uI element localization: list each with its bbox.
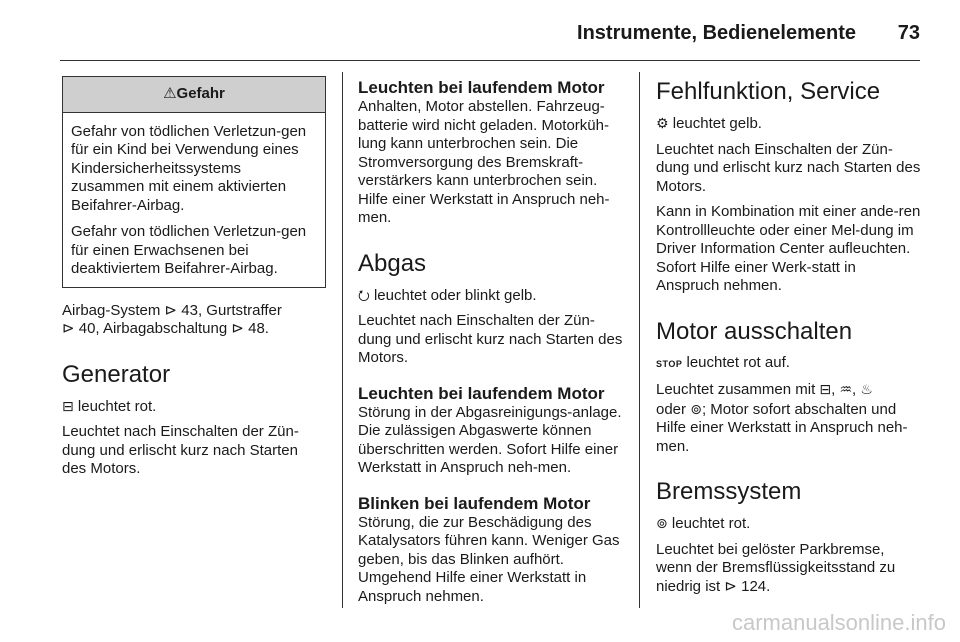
indicator-text: leuchtet oder blinkt gelb. <box>369 286 537 304</box>
warning-box <box>62 76 326 288</box>
heading-leuchten-2: Leuchten bei laufendem Motor <box>358 383 605 403</box>
warning-body <box>63 113 325 287</box>
motor-indicator <box>656 354 922 374</box>
page-header <box>60 18 920 58</box>
leuchten-1-body: Anhalten, Motor abstellen. Fahrzeug-batterie wird nicht geladen. Motorküh-lung kann unterbrochen sein. Die Stromversorgung des Bremskraft-verstärkers kann unterbrochen sein. Hilfe einer Werkstatt in Anspruch neh-men. <box>358 98 610 226</box>
column-divider-2 <box>639 72 640 608</box>
brems-body <box>656 541 922 597</box>
cross-references <box>62 302 326 339</box>
coolant-temperature-icon: ♨ <box>860 381 873 397</box>
column-2 <box>358 78 626 613</box>
fehlfunktion-indicator <box>656 114 922 134</box>
page-title: Instrumente, Bedienelemente <box>577 22 856 44</box>
heading-bremssystem: Bremssystem <box>656 478 802 505</box>
body-text: Leuchtet bei gelöster Parkbremse, wenn der Bremsflüssigkeitsstand zu niedrig ist <box>656 540 896 595</box>
fehlfunktion-body-2: Kann in Kombination mit einer ande-ren Kontrollleuchte oder einer Mel-dung im Driver Information Center aufleuchten. Sofort Hilfe einer Werk-statt in Anspruch nehmen. <box>656 203 921 294</box>
ref-text: Airbag-System <box>62 301 165 319</box>
leuchten-2-body: Störung in der Abgasreinigungs-anlage. Die zulässigen Abgaswerte können überschritten werden. Sofort Hilfe einer Werkstatt in Anspruch neh-men. <box>358 403 622 476</box>
page-number: 73 <box>897 22 920 44</box>
reference-arrow-icon: ⊳ <box>62 320 75 337</box>
blinken-body: Störung, die zur Beschädigung des Katalysators führen kann. Weniger Gas geben, bis das Blinken aufhört. Umgehend Hilfe einer Werkstatt in Anspruch nehmen. <box>358 513 620 605</box>
motor-body <box>656 380 922 456</box>
brake-system-icon: ⊚ <box>656 515 668 531</box>
warning-text-1: Gefahr von tödlichen Verletzun-gen für ein Kind bei Verwendung eines Kindersicherheitssystems zusammen mit einem aktivierten Beifahrer-Airbag. <box>71 122 307 214</box>
column-divider-1 <box>342 72 343 608</box>
ref-text: 40, Airbagabschaltung <box>74 320 232 337</box>
warning-title: Gefahr <box>176 85 225 102</box>
heading-abgas: Abgas <box>358 249 427 277</box>
reference-arrow-icon: ⊳ <box>164 301 178 319</box>
abgas-indicator <box>358 286 626 306</box>
warning-header <box>63 77 325 113</box>
heading-generator: Generator <box>62 360 171 388</box>
stop-icon: STOP <box>656 358 683 369</box>
heading-leuchten-1: Leuchten bei laufendem Motor <box>358 78 605 97</box>
fehlfunktion-body-1: Leuchtet nach Einschalten der Zün-dung und erlischt kurz nach Starten des Motors. <box>656 140 921 195</box>
brems-indicator <box>656 514 922 534</box>
heading-fehlfunktion: Fehlfunktion, Service <box>656 78 881 105</box>
warning-text-2: Gefahr von tödlichen Verletzun-gen für einen Erwachsenen bei deaktiviertem Beifahrer-Airbag. <box>71 223 307 277</box>
abgas-body: Leuchtet nach Einschalten der Zün-dung und erlischt kurz nach Starten des Motors. <box>358 312 623 366</box>
heading-blinken: Blinken bei laufendem Motor <box>358 493 591 513</box>
body-text: ; Motor sofort abschalten und Hilfe einer Werkstatt in Anspruch neh-men. <box>656 400 908 455</box>
generator-indicator <box>62 397 326 417</box>
warning-triangle-icon: ⚠ <box>163 85 177 102</box>
separator: , <box>852 381 861 398</box>
battery-icon: ⊟ <box>819 381 832 397</box>
brake-system-icon: ⊚ <box>690 400 702 417</box>
body-text: oder <box>656 400 691 418</box>
oil-pressure-icon: ♒ <box>839 381 853 397</box>
column-1 <box>62 78 326 486</box>
body-text: 124. <box>736 577 771 595</box>
reference-arrow-icon: ⊳ <box>724 577 737 595</box>
column-3 <box>656 78 922 603</box>
reference-arrow-icon: ⊳ <box>231 320 244 337</box>
heading-motor-ausschalten: Motor ausschalten <box>656 317 853 345</box>
indicator-text: leuchtet rot. <box>667 515 751 532</box>
engine-exhaust-icon: ⭮ <box>358 286 370 303</box>
ref-text: 43, Gurtstraffer <box>177 301 282 319</box>
service-wrench-icon: ⚙ <box>656 115 669 131</box>
generator-body: Leuchtet nach Einschalten der Zün-dung und erlischt kurz nach Starten des Motors. <box>62 423 299 477</box>
indicator-text: leuchtet rot. <box>73 397 157 415</box>
watermark: carmanualsonline.info <box>731 610 946 635</box>
indicator-text: leuchtet gelb. <box>668 115 762 132</box>
ref-text: 48. <box>243 320 269 337</box>
body-text: Leuchtet zusammen mit <box>656 381 820 398</box>
separator: , <box>831 381 840 398</box>
indicator-text: leuchtet rot auf. <box>682 353 790 371</box>
header-rule <box>60 60 920 61</box>
battery-icon: ⊟ <box>62 397 74 414</box>
